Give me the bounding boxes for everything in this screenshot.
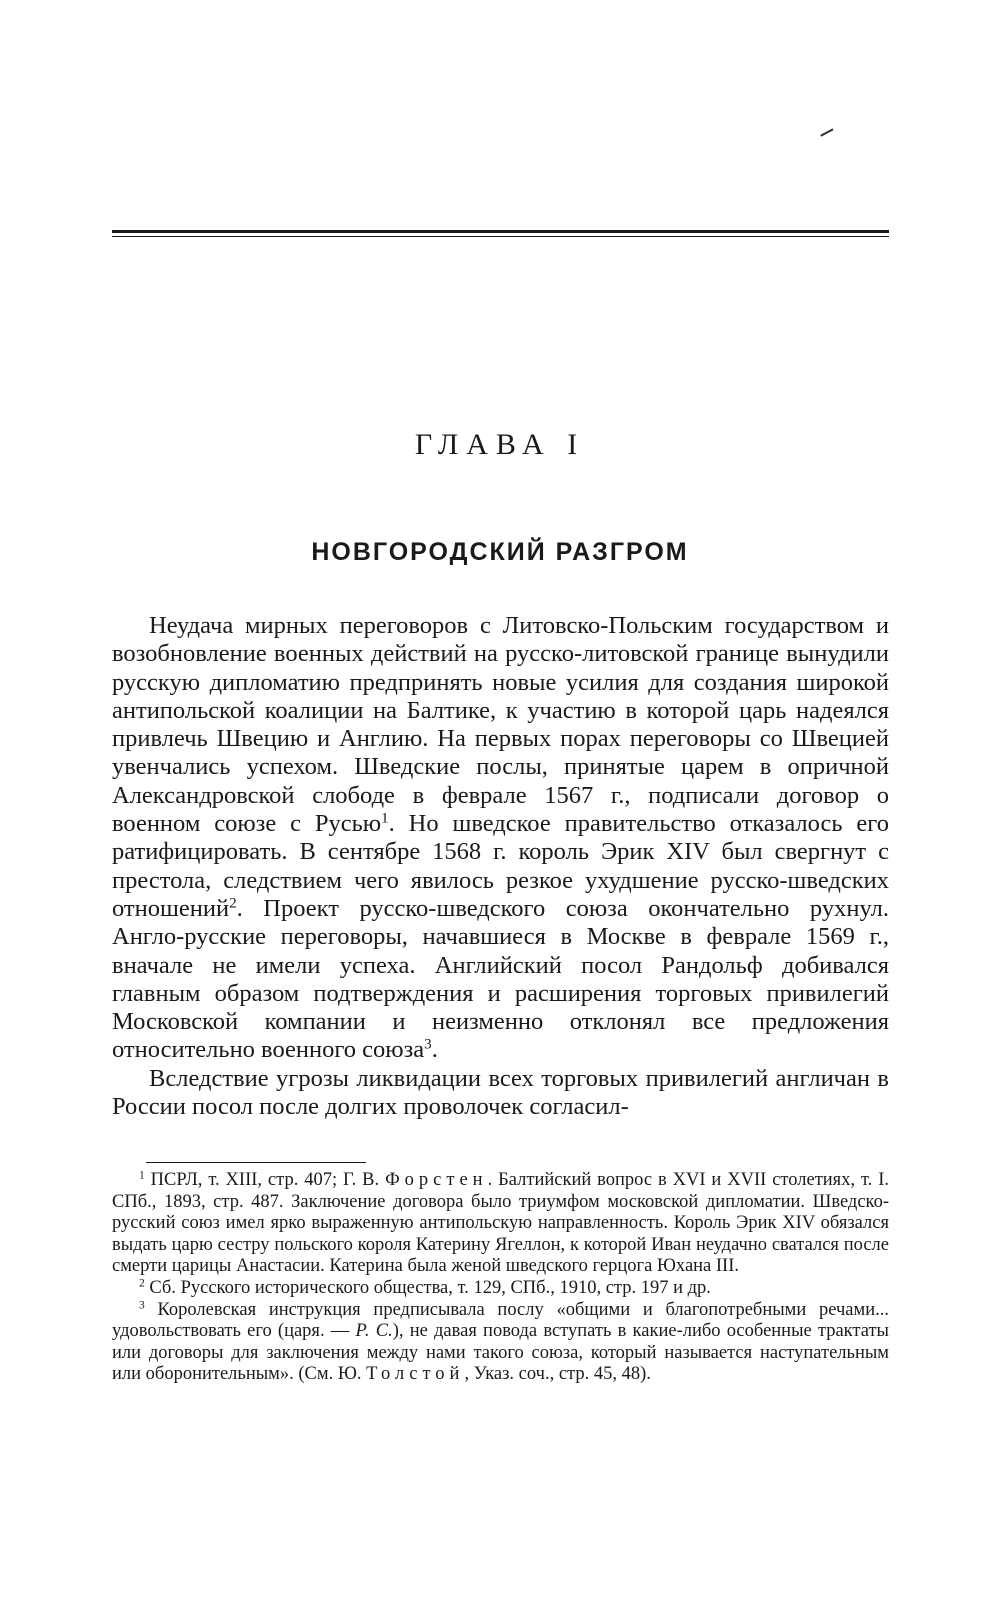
footnote bbox=[112, 1170, 889, 1278]
footnote-ref[interactable]: 2 bbox=[229, 894, 237, 912]
text-run: . Проект русско-шведского союза окончательно рухнул. Англо-русские переговоры, начавшиеся в Москве в феврале 1569 г., вначале не имели успеха. Английский посол Рандольф добивался главным образом подтверждения и расширения торговых привилегий Московской компании и неизменно отклонял все предложения относительно военного союза bbox=[112, 894, 889, 1064]
author-initials: Р. С. bbox=[355, 1321, 393, 1342]
footnotes bbox=[112, 1170, 889, 1386]
text-run: . Балтийский вопрос в XVI и XVII столетиях, т. I. СПб., 1893, стр. 487. Заключение договора было триумфом московской дипломатии. Шведско-русский союз имел ярко выраженную антипольскую направленность. Король Эрик XIV обязался выдать царю сестру польского короля Катерину Ягеллон, к которой Иван неудачно сватался после смерти царицы Анастасии. Катерина была женой шведского герцога Юхана III. bbox=[112, 1170, 889, 1277]
chapter-heading: ГЛАВА I bbox=[414, 428, 586, 461]
text-run: ), не давая повода вступать в какие-либо особенные трактаты или договоры для заключения между нами такого союза, который называется наступательным или оборонительным». (См. Ю. bbox=[112, 1321, 889, 1385]
footnote-number: 1 bbox=[139, 1169, 145, 1182]
footnote-ref[interactable]: 3 bbox=[424, 1036, 432, 1054]
footnote bbox=[112, 1300, 889, 1386]
paragraph bbox=[112, 612, 889, 1065]
text-run: Сб. Русского исторического общества, т. 129, СПб., 1910, стр. 197 и др. bbox=[144, 1277, 711, 1298]
text-run: ПСРЛ, т. XIII, стр. 407; Г. В. bbox=[144, 1170, 386, 1190]
author-name: Форстен bbox=[385, 1170, 488, 1190]
footnote-number: 2 bbox=[139, 1277, 145, 1290]
text-run: Неудача мирных переговоров с Литовско-Польским государством и возобновление военных действий на русско-литовской границе вынудили русскую дипломатию предпринять новые усилия для создания широкой антипольской коалиции на Балтике, к участию в которой царь надеялся привлечь Швецию и Англию. На первых порах переговоры со Швецией увенчались успехом. Шведские послы, принятые царем в опричной Александровской слободе в феврале 1567 г., подписали договор о военном союзе с Русью bbox=[112, 612, 889, 838]
text-run: , Указ. соч., стр. 45, 48). bbox=[464, 1364, 651, 1385]
chapter-title: НОВГОРОДСКИЙ РАЗГРОМ bbox=[311, 538, 689, 566]
text-run: . Но шведское правительство отказалось его ратифицировать. В сентябре 1568 г. король Эрик XIV был свергнут с престола, следствием чего явилось резкое ухудшение русско-шведских отношений bbox=[112, 810, 889, 922]
text-run: Вследствие угрозы ликвидации всех торговых привилегий англичан в России посол после долгих проволочек согласил- bbox=[112, 1064, 889, 1121]
footnote-divider bbox=[146, 1162, 366, 1163]
footnote bbox=[112, 1278, 889, 1300]
header-double-rule bbox=[112, 230, 889, 237]
text-run: Королевская инструкция предписывала послу «общими и благопотребными речами... удовольствовать его (царя. — bbox=[112, 1299, 889, 1342]
footnote-ref[interactable]: 1 bbox=[381, 809, 389, 827]
text-run: . bbox=[431, 1036, 438, 1064]
footnote-number: 3 bbox=[139, 1299, 145, 1312]
author-name: Толстой bbox=[366, 1364, 465, 1385]
paragraph bbox=[112, 1065, 889, 1122]
main-text bbox=[112, 612, 889, 1121]
ink-tick-mark bbox=[816, 121, 833, 136]
